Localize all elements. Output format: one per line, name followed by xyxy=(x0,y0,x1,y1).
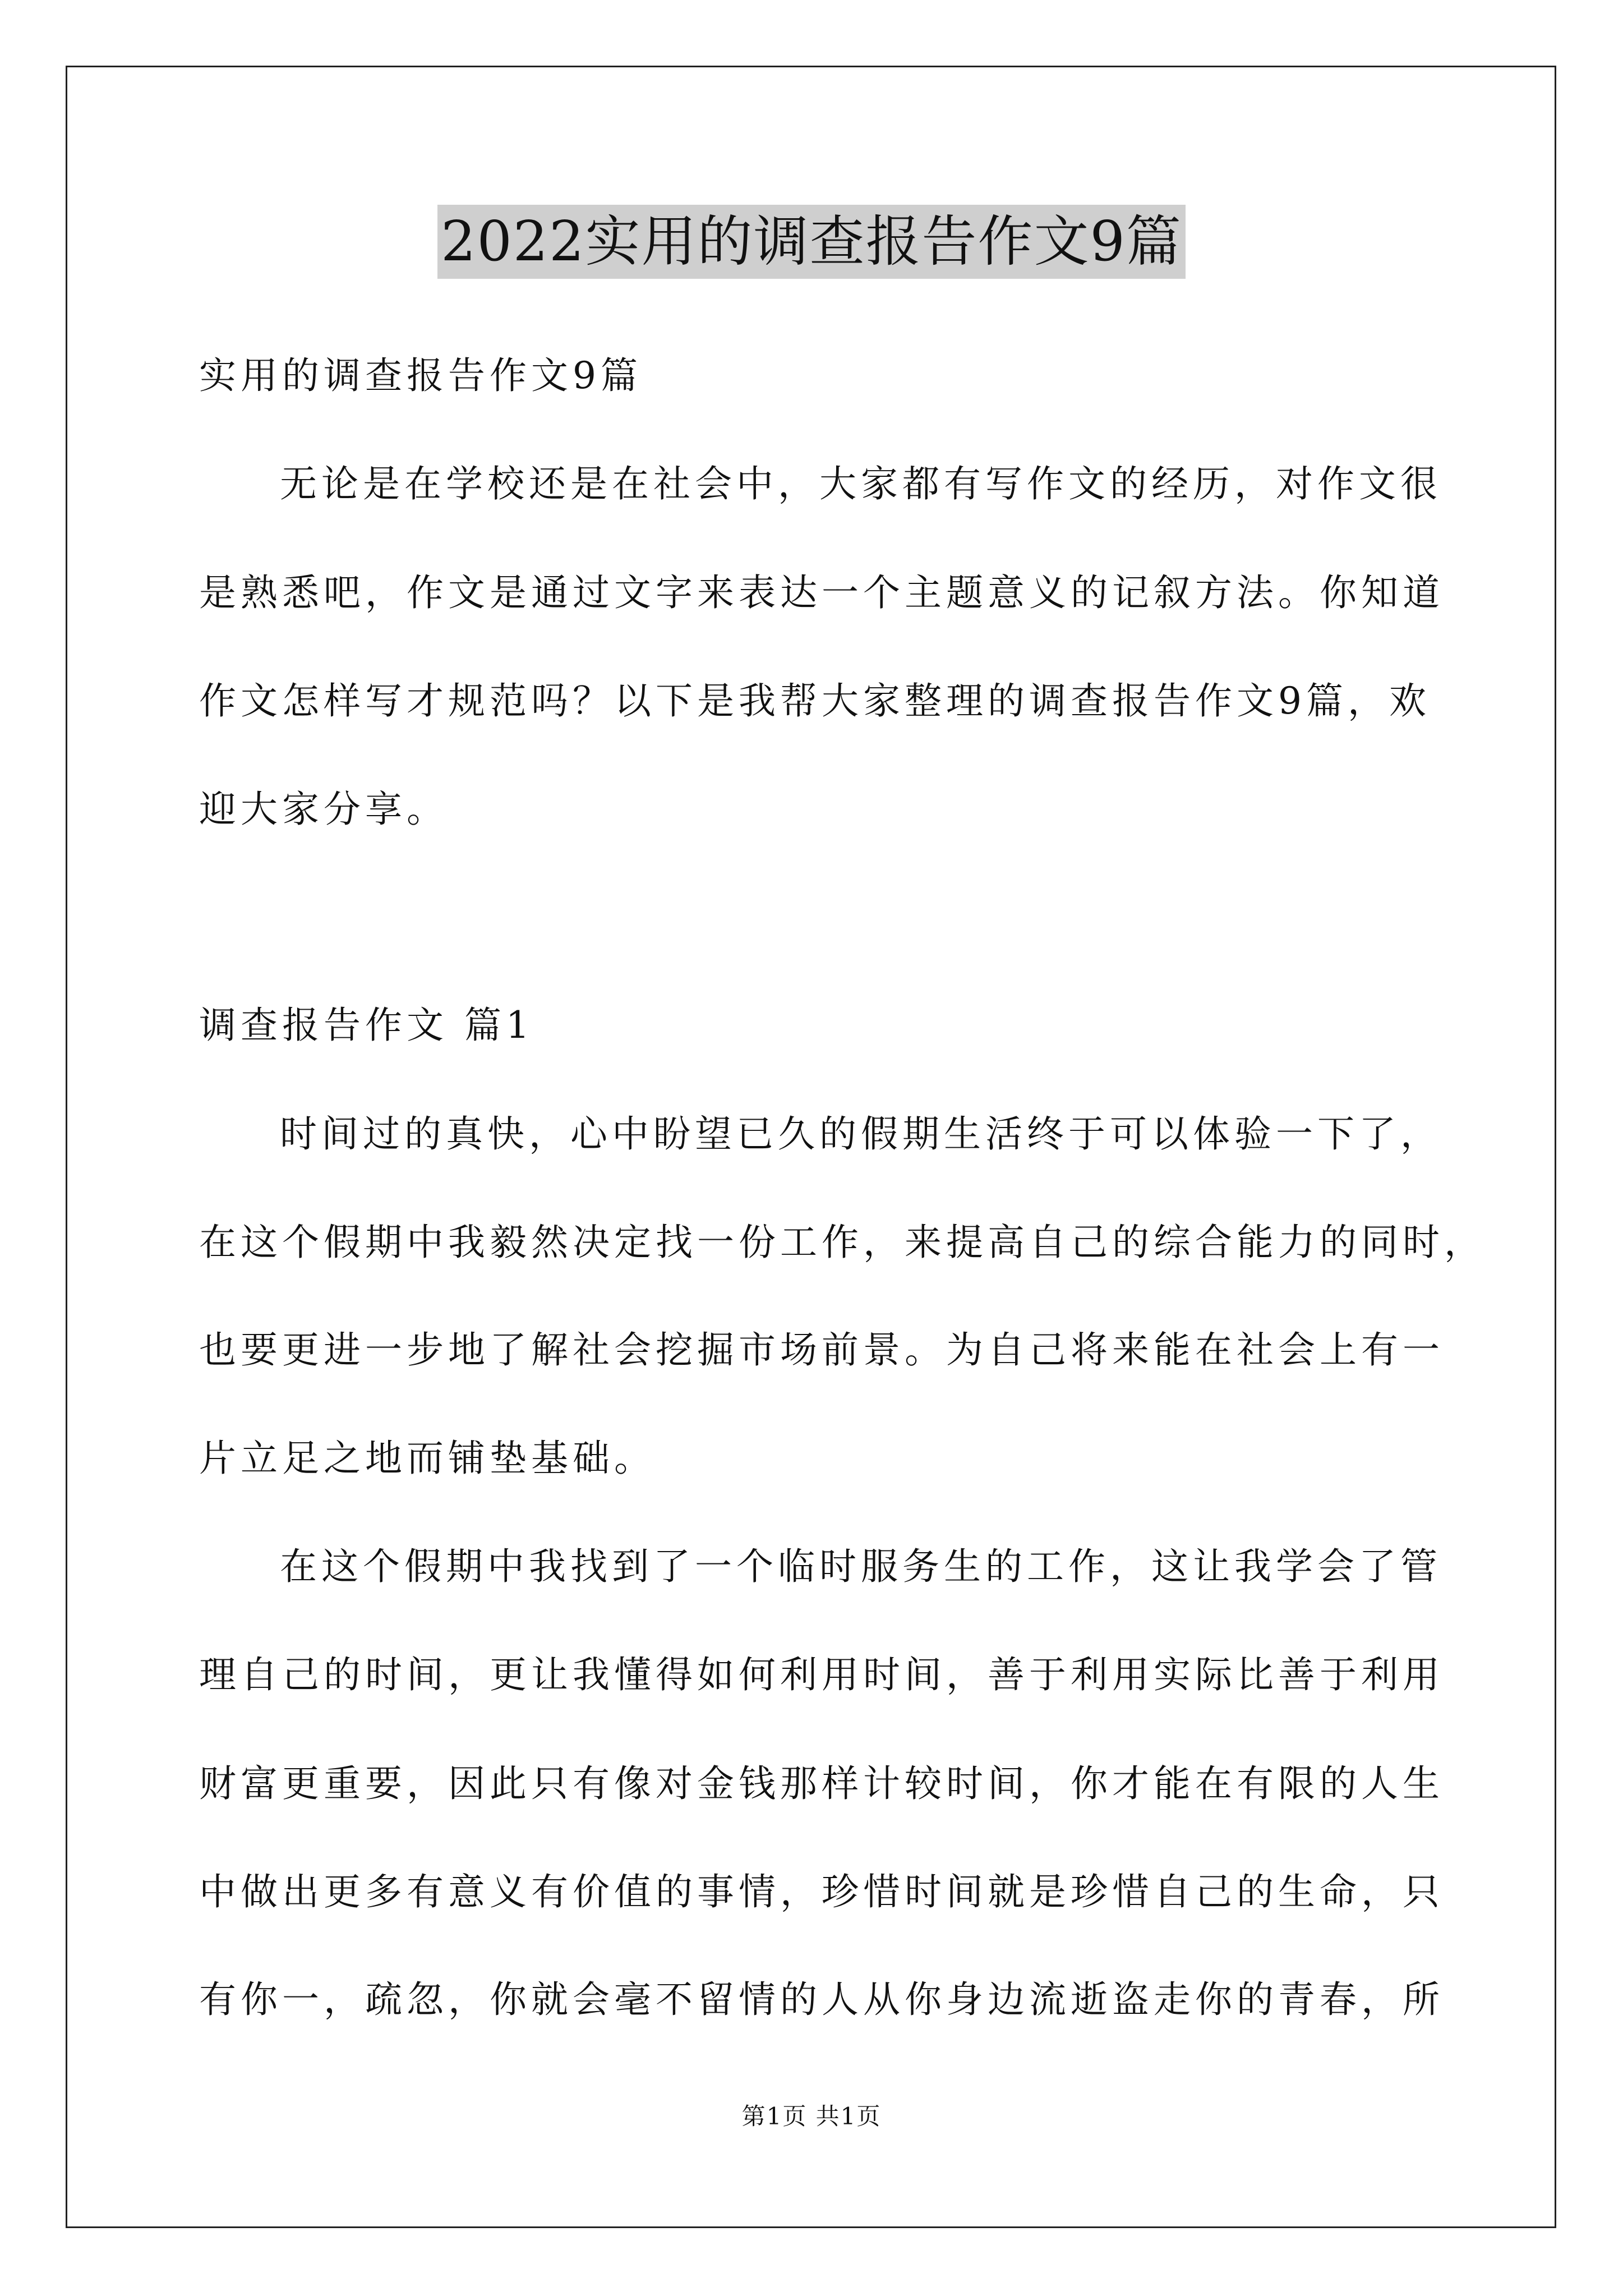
paragraph-line: 片立足之地而铺垫基础。 xyxy=(199,1437,656,1480)
title-container xyxy=(0,205,1623,279)
paragraph-line: 在这个假期中我找到了一个临时服务生的工作，这让我学会了管 xyxy=(280,1545,1442,1588)
paragraph-line: 中做出更多有意义有价值的事情，珍惜时间就是珍惜自己的生命，只 xyxy=(199,1870,1444,1913)
page-number-footer: 第1页 共1页 xyxy=(741,2102,882,2130)
document-subtitle: 实用的调查报告作文9篇 xyxy=(199,354,642,397)
intro-line: 迎大家分享。 xyxy=(199,788,448,831)
section-heading: 调查报告作文 篇1 xyxy=(199,1004,534,1047)
document-title: 2022实用的调查报告作文9篇 xyxy=(437,205,1186,279)
paragraph-line: 有你一，疏忽，你就会毫不留情的人从你身边流逝盗走你的青春，所 xyxy=(199,1978,1444,2021)
intro-line: 作文怎样写才规范吗？以下是我帮大家整理的调查报告作文9篇，欢 xyxy=(199,679,1431,723)
intro-line: 是熟悉吧，作文是通过文字来表达一个主题意义的记叙方法。你知道 xyxy=(199,571,1444,614)
paragraph-line: 财富更重要，因此只有像对金钱那样计较时间，你才能在有限的人生 xyxy=(199,1762,1444,1805)
paragraph-line: 在这个假期中我毅然决定找一份工作，来提高自己的综合能力的同时， xyxy=(199,1221,1486,1264)
paragraph-line: 理自己的时间，更让我懂得如何利用时间，善于利用实际比善于利用 xyxy=(199,1653,1444,1696)
paragraph-line: 也要更进一步地了解社会挖掘市场前景。为自己将来能在社会上有一 xyxy=(199,1328,1444,1372)
intro-line: 无论是在学校还是在社会中，大家都有写作文的经历，对作文很 xyxy=(280,462,1442,505)
paragraph-line: 时间过的真快，心中盼望已久的假期生活终于可以体验一下了， xyxy=(280,1112,1442,1156)
